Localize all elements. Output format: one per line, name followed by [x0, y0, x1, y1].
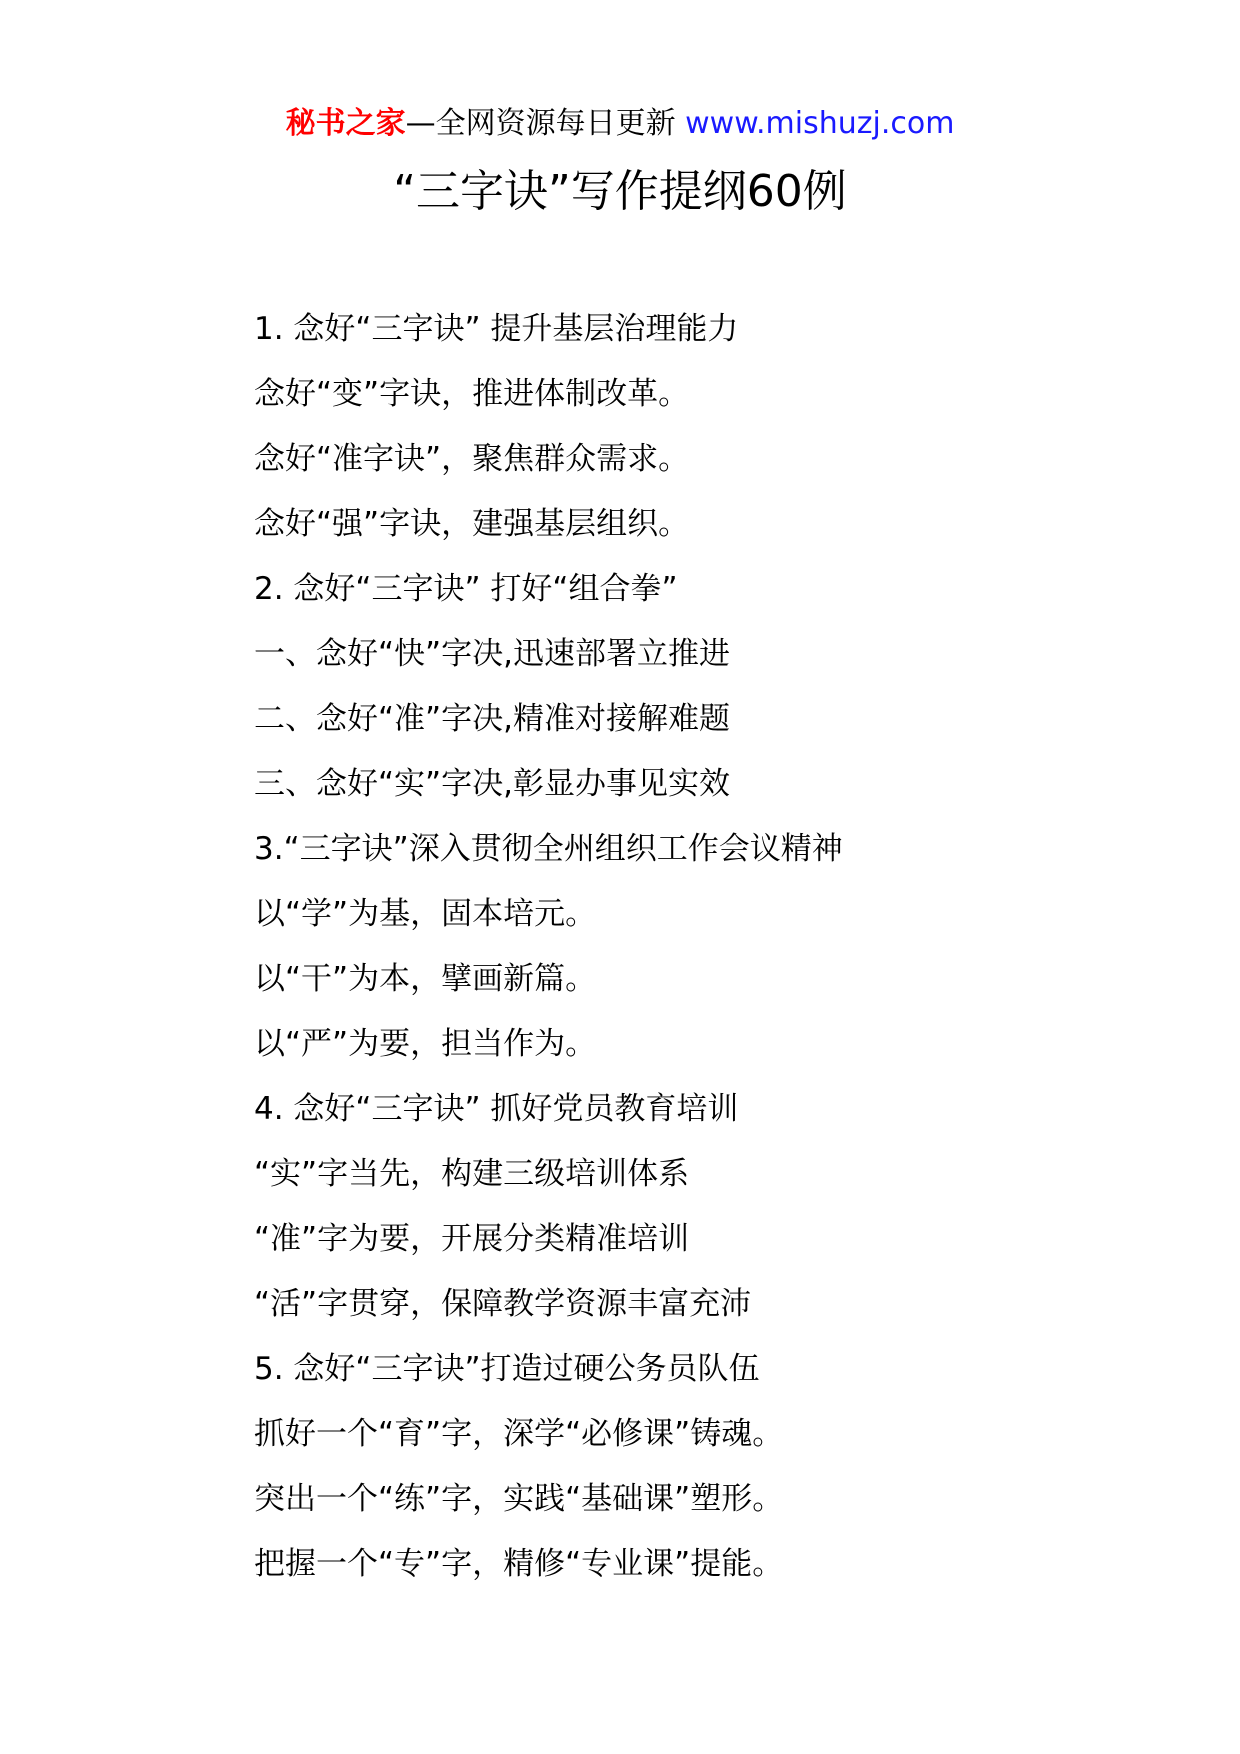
brand-tagline: —全网资源每日更新: [405, 106, 676, 141]
section-heading-5: 5. 念好“三字诀”打造过硬公务员队伍: [254, 1351, 760, 1387]
body-line: 念好“准字诀”，聚焦群众需求。: [254, 441, 690, 477]
body-line: 把握一个“专”字，精修“专业课”提能。: [254, 1546, 784, 1582]
section-heading-2: 2. 念好“三字诀” 打好“组合拳”: [254, 571, 678, 607]
body-line: 念好“强”字诀，建强基层组织。: [254, 506, 690, 542]
body-line: 一、念好“快”字决,迅速部署立推进: [254, 636, 730, 672]
body-line: “活”字贯穿，保障教学资源丰富充沛: [254, 1286, 752, 1322]
site-header: [0, 104, 1240, 144]
body-line: 二、念好“准”字决,精准对接解难题: [254, 701, 730, 737]
body-line: 念好“变”字诀，推进体制改革。: [254, 376, 690, 412]
body-line: 以“严”为要，担当作为。: [254, 1026, 597, 1062]
document-title: “三字诀”写作提纲60例: [393, 166, 847, 217]
brand-name: 秘书之家: [285, 106, 406, 141]
body-line: 以“学”为基，固本培元。: [254, 896, 597, 932]
body-line: 三、念好“实”字决,彰显办事见实效: [254, 766, 730, 802]
body-line: 以“干”为本，擘画新篇。: [254, 961, 597, 997]
section-heading-3: 3.“三字诀”深入贯彻全州组织工作会议精神: [254, 831, 843, 867]
body-line: “准”字为要，开展分类精准培训: [254, 1221, 690, 1257]
site-url-link[interactable]: www.mishuzj.com: [685, 106, 955, 141]
document-body: [254, 297, 1194, 1597]
body-line: 抓好一个“育”字，深学“必修课”铸魂。: [254, 1416, 784, 1452]
body-line: 突出一个“练”字，实践“基础课”塑形。: [254, 1481, 784, 1517]
section-heading-4: 4. 念好“三字诀” 抓好党员教育培训: [254, 1091, 739, 1127]
section-heading-1: 1. 念好“三字诀” 提升基层治理能力: [254, 311, 739, 347]
body-line: “实”字当先，构建三级培训体系: [254, 1156, 690, 1192]
